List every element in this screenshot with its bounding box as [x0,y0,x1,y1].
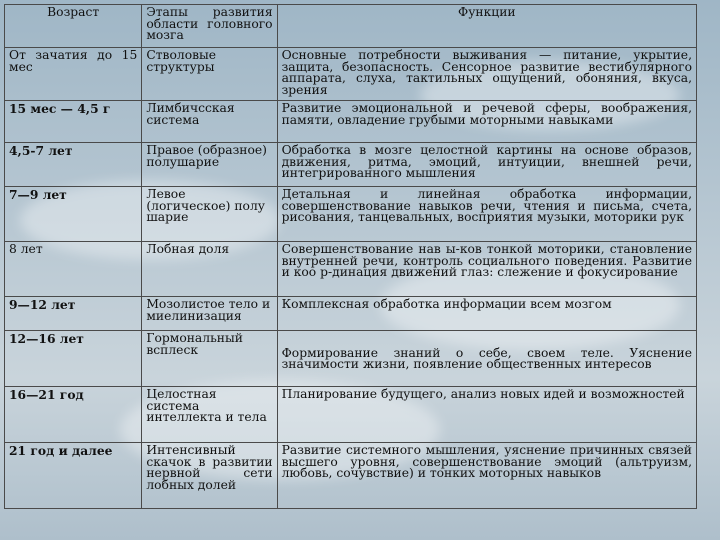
stage-cell: Лобная доля [142,242,277,297]
functions-cell: Совершенствование нав ы-ков тонкой моторики, становление внутренней речи, контроль социального поведения. Развитие и коо р-динация движений глаз: слежение и фокусирование [277,242,696,297]
age-cell: 16—21 год [5,387,142,443]
stage-cell: Левое (логическое) полу шарие [142,187,277,242]
functions-cell: Основные потребности выживания — питание, укрытие, защита, безопасность. Сенсорное развитие вестибулярного аппарата, слуха, тактильных ощущений, обоняния, вкуса, зрения [277,48,696,101]
header-stage: Этапы развития области головного мозга [142,5,277,48]
functions-cell: Формирование знаний о себе, своем теле. Уяснение значимости жизни, появление общественных интересов [277,331,696,387]
table-row [5,387,697,443]
table-row [5,443,697,509]
header-age: Возраст [5,5,142,48]
functions-cell: Обработка в мозге целостной картины на основе образов, движения, ритма, эмоций, интуиции, внешней речи, интегрированного мышления [277,143,696,187]
age-cell: 9—12 лет [5,297,142,331]
age-cell: 4,5-7 лет [5,143,142,187]
table-row [5,331,697,387]
stage-cell: Правое (образное) полушарие [142,143,277,187]
functions-cell: Развитие системного мышления, уяснение причинных связей высшего уровня, совершенствование эмоций (альтруизм, любовь, сочувствие) и тонких моторных навыков [277,443,696,509]
stage-cell: Гормональный всплеск [142,331,277,387]
table-row [5,187,697,242]
age-cell: 21 год и далее [5,443,142,509]
header-functions: Функции [277,5,696,48]
stage-cell: Интенсивный скачок в развитии нервной сети лобных долей [142,443,277,509]
age-cell: 8 лет [5,242,142,297]
functions-cell: Комплексная обработка информации всем мозгом [277,297,696,331]
table-row [5,143,697,187]
stage-cell: Мозолистое тело и миелинизация [142,297,277,331]
age-cell: 7—9 лет [5,187,142,242]
age-cell: От зачатия до 15 мес [5,48,142,101]
brain-development-table [4,4,697,509]
age-cell: 15 мес — 4,5 г [5,101,142,143]
table-row [5,242,697,297]
table-row [5,297,697,331]
table-row [5,101,697,143]
age-cell: 12—16 лет [5,331,142,387]
table-header-row [5,5,697,48]
functions-cell: Развитие эмоциональной и речевой сферы, воображения, памяти, овладение грубыми моторными навыками [277,101,696,143]
stage-cell: Целостная система интеллекта и тела [142,387,277,443]
stage-cell: Стволовые структуры [142,48,277,101]
stage-cell: Лимбичсская система [142,101,277,143]
functions-cell: Планирование будущего, анализ новых идей и возможностей [277,387,696,443]
functions-cell: Детальная и линейная обработка информации, совершенствование навыков речи, чтения и письма, счета, рисования, танцевальных, восприятия музыки, моторики рук [277,187,696,242]
table-row [5,48,697,101]
